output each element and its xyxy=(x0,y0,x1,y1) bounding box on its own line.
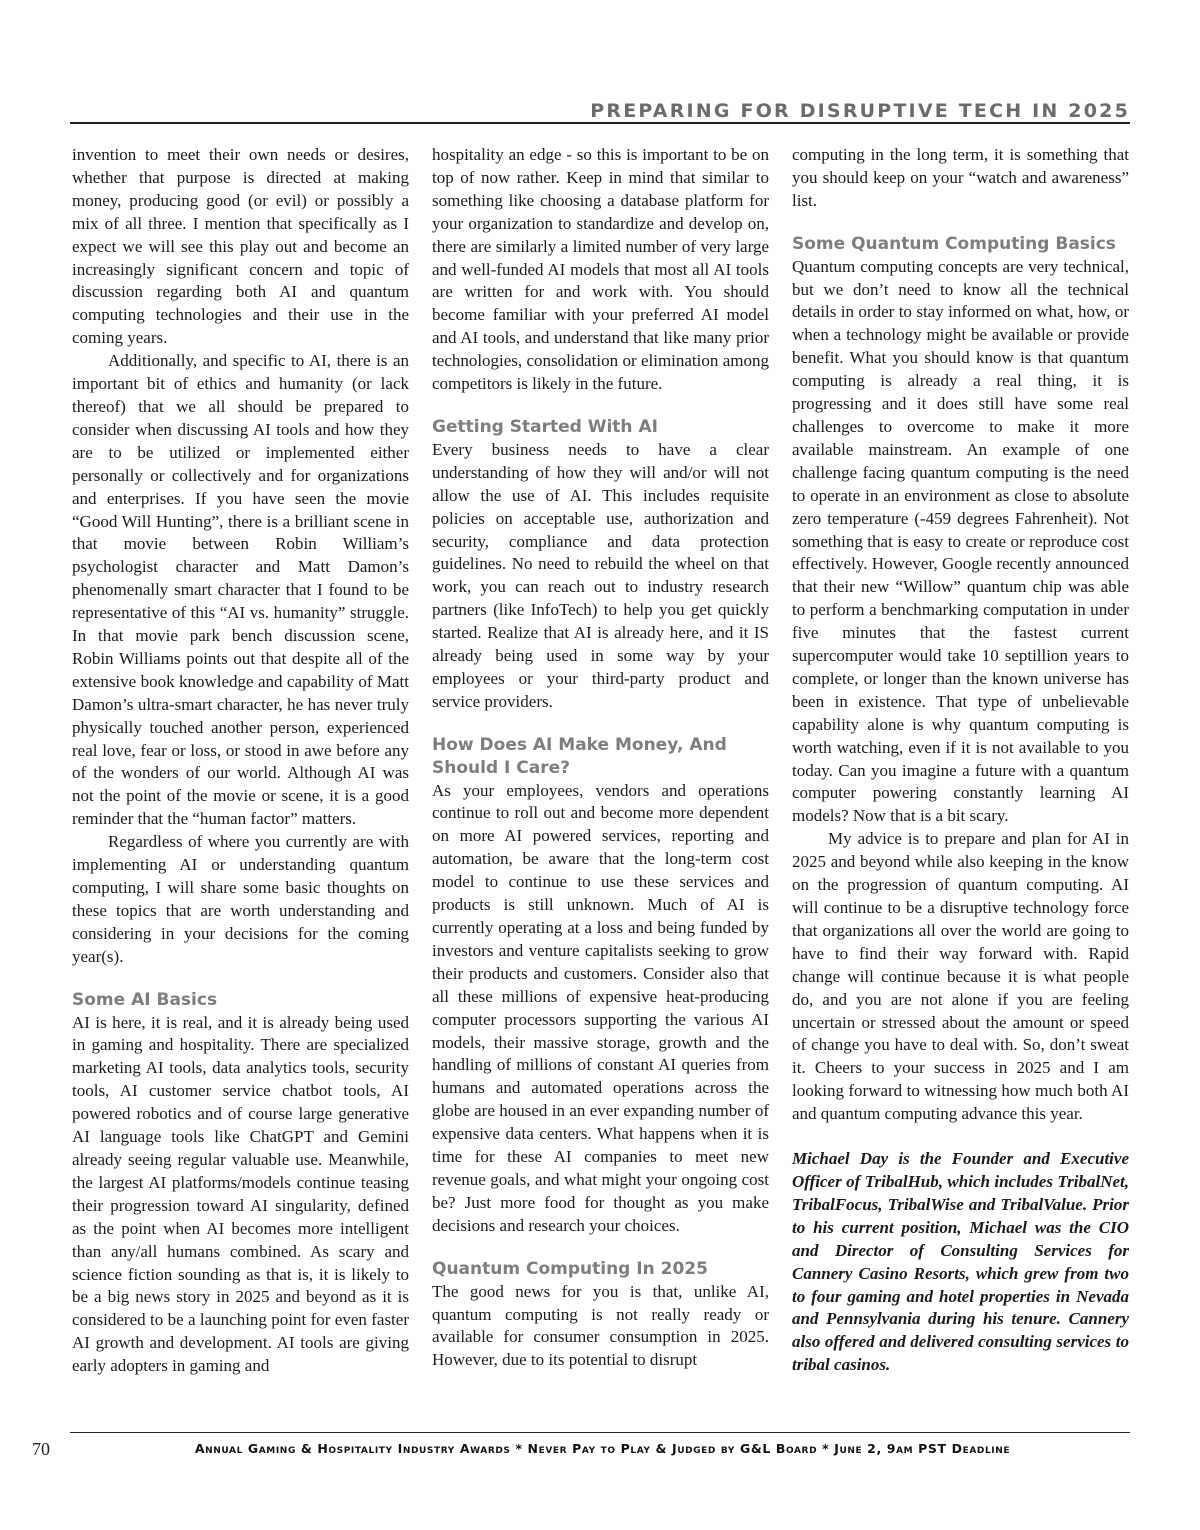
section-heading: Quantum Computing In 2025 xyxy=(432,1258,708,1279)
paragraph: computing in the long term, it is something that you should keep on your “watch and awareness” list. xyxy=(792,145,1129,210)
paragraph: Every business needs to have a clear understanding of how they will and/or will not allow the use of AI. This includes requisite policies on acceptable use, authorization and security, compliance and data protection guidelines. No need to rebuild the wheel on that work, you can reach out to industry research partners (like InfoTech) to help you get quickly started. Realize that AI is already here, and it IS already being used in some way by your employees or your third-party product and service providers. xyxy=(432,439,769,711)
paragraph: My advice is to prepare and plan for AI in 2025 and beyond while also keeping in the know on the progression of quantum computing. AI will continue to be a disruptive technology force that organizations all over the world are going to have to find their way forward with. Rapid change will continue because it is what people do, and you are not alone if you are feeling uncertain or stressed about the amount or speed of change you have to deal with. So, don’t sweat it. Cheers to your success in 2025 and I am looking forward to witnessing how much both AI and quantum computing advance this year. xyxy=(792,829,1129,1124)
author-bio: Michael Day is the Founder and Executive Officer of TribalHub, which includes TribalNet, TribalFocus, TribalWise and TribalValue. Prior to his current position, Michael was the CIO and Director of Consulting Services for Cannery Casino Resorts, which grew from two to four gaming and hotel properties in Nevada and Pennsylvania during his tenure. Cannery also offered and delivered consulting services to tribal casinos. xyxy=(792,1149,1129,1375)
paragraph: invention to meet their own needs or desires, whether that purpose is directed at making money, producing good (or evil) or possibly a mix of all three. I mention that specifically as I expect we will see this play out and become an increasingly significant concern and topic of discussion regarding both AI and quantum computing technologies and their use in the coming years. xyxy=(72,145,409,348)
paragraph: As your employees, vendors and operations continue to roll out and become more dependent on more AI powered services, reporting and automation, be aware that the long-term cost model to continue to use these services and products is still unknown. Much of AI is currently operating at a loss and being funded by investors and venture capitalists seeking to grow their products and customers. Consider also that all these millions of expensive heat-producing computer processors supporting the various AI models, their massive storage, growth and the handling of millions of constant AI queries from humans and automated operations across the globe are housed in an ever expanding number of expensive data centers. What happens when it is time for these AI companies to meet new revenue goals, and what might your ongoing cost be? Just more food for thought as you make decisions and research your choices. xyxy=(432,780,769,1235)
column-1 xyxy=(72,144,409,1378)
running-header: PREPARING FOR DISRUPTIVE TECH IN 2025 xyxy=(590,100,1130,122)
paragraph: Quantum computing concepts are very technical, but we don’t need to know all the technical details in order to stay informed on what, how, or when a technology might be available or provide benefit. What you should know is that quantum computing is already a real thing, it is progressing and it does still have some real challenges to overcome to make it more available mainstream. An example of one challenge facing quantum computing is the need to operate in an environment as close to absolute zero temperature (-459 degrees Fahrenheit). Not something that is easy to create or reproduce cost effectively. However, Google recently announced that their new “Willow” quantum chip was able to perform a benchmarking computation in under five minutes that the fastest current supercomputer would take 10 septillion years to complete, or longer than the known universe has been in existence. That type of unbelievable capability alone is why quantum computing is worth watching, even if it is not available to you today. Can you imagine a future with a quantum computer powering constantly learning AI models? Now that is a bit scary. xyxy=(792,256,1129,826)
paragraph: hospitality an edge - so this is important to be on top of now rather. Keep in mind that similar to something like choosing a database platform for your organization to standardize and develop on, there are similarly a limited number of very large and well-funded AI models that most all AI tools are written for and work with. You should become familiar with your preferred AI model and AI tools, and understand that like many prior technologies, consolidation or elimination among competitors is likely in the future. xyxy=(432,145,769,394)
section-heading: Getting Started With AI xyxy=(432,416,658,437)
paragraph: Regardless of where you currently are with implementing AI or understanding quantum computing, I will share some basic thoughts on these topics that are worth understanding and considering in your decisions for the coming year(s). xyxy=(72,832,409,966)
column-2 xyxy=(432,144,769,1372)
footer-banner: Annual Gaming & Hospitality Industry Awards * Never Pay to Play & Judged by G&L Board * June 2, 9am PST Deadline xyxy=(194,1441,1011,1456)
column-3 xyxy=(792,144,1129,1377)
footer-rule xyxy=(70,1432,1130,1433)
header-rule xyxy=(70,122,1130,124)
section-heading: How Does AI Make Money, And Should I Care? xyxy=(432,734,727,778)
section-heading: Some Quantum Computing Basics xyxy=(792,233,1116,254)
paragraph: AI is here, it is real, and it is already being used in gaming and hospitality. There are specialized marketing AI tools, data analytics tools, security tools, AI customer service chatbot tools, AI powered robotics and of course large generative AI language tools like ChatGPT and Gemini already seeing regular valuable use. Meanwhile, the largest AI platforms/models continue teasing their progression toward AI singularity, defined as the point when AI becomes more intelligent than any/all humans combined. As scary and science fiction sounding as that is, it is likely to be a big news story in 2025 and beyond as it is considered to be a launching point for even faster AI growth and development. AI tools are giving early adopters in gaming and xyxy=(72,1012,409,1376)
paragraph: The good news for you is that, unlike AI, quantum computing is not really ready or available for consumer consumption in 2025. However, due to its potential to disrupt xyxy=(432,1281,769,1370)
section-heading: Some AI Basics xyxy=(72,989,218,1010)
page-number: 70 xyxy=(32,1439,50,1459)
paragraph: Additionally, and specific to AI, there is an important bit of ethics and humanity (or lack thereof) that we all should be prepared to consider when discussing AI tools and how they are to be utilized or implemented either personally or collectively and for organizations and enterprises. If you have seen the movie “Good Will Hunting”, there is a brilliant scene in that movie between Robin William’s psychologist character and Matt Damon’s phenomenally smart character that I found to be representative of this “AI vs. humanity” struggle. In that movie park bench discussion scene, Robin Williams points out that despite all of the extensive book knowledge and capability of Matt Damon’s ultra-smart character, he has never truly physically touched another person, experienced real love, fear or loss, or stood in awe before any of the wonders of our world. Although AI was not the point of the movie or scene, it is a good reminder that the “human factor” matters. xyxy=(72,351,409,829)
